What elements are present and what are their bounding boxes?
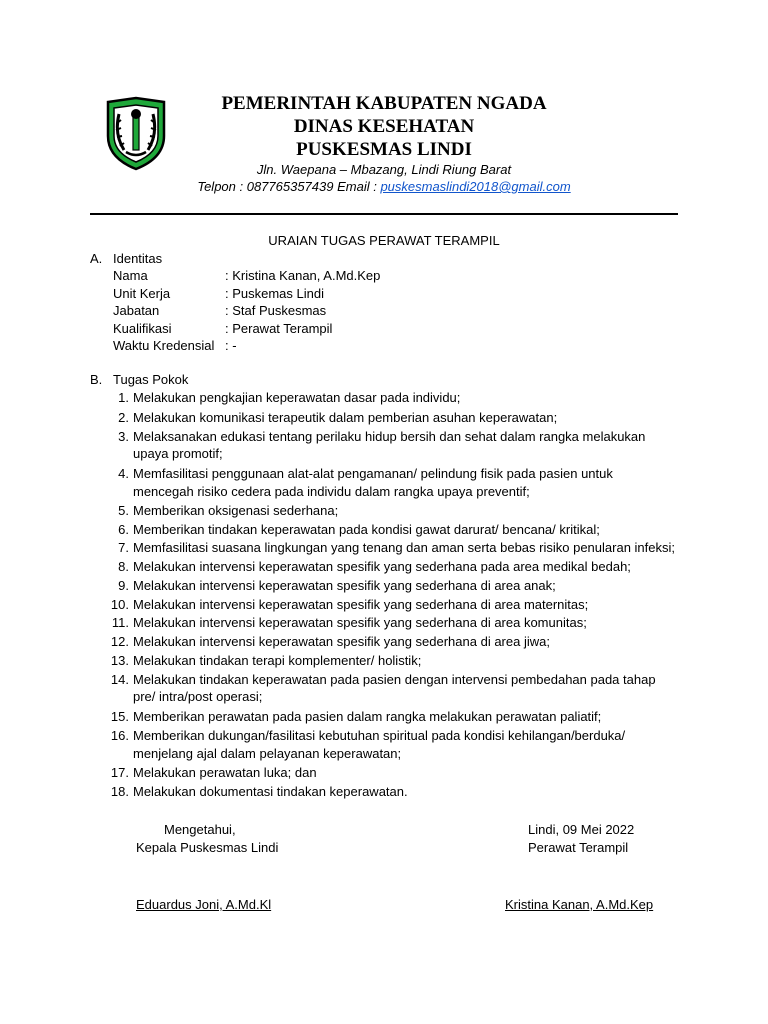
task-number: 12. xyxy=(110,634,129,649)
task-text-continued: menjelang ajal dalam pelayanan keperawatan; xyxy=(133,746,402,761)
section-b-heading: Tugas Pokok xyxy=(113,372,189,387)
contact-phone: Telpon : 087765357439 Email : xyxy=(197,179,381,194)
identity-label: Waktu Kredensial xyxy=(113,338,215,353)
task-text-continued: mencegah risiko cedera pada individu dalam rangka upaya preventif; xyxy=(133,484,530,499)
identity-value: : - xyxy=(225,338,237,353)
identity-label: Nama xyxy=(113,268,148,283)
task-text: Memberikan perawatan pada pasien dalam rangka melakukan perawatan paliatif; xyxy=(133,709,602,724)
identity-label: Jabatan xyxy=(113,303,160,318)
header-clinic: PUSKESMAS LINDI xyxy=(296,139,472,160)
task-text: Melakukan intervensi keperawatan spesifik yang sederhana pada area medikal bedah; xyxy=(133,559,631,574)
task-number: 16. xyxy=(110,728,129,743)
nurse-title: Perawat Terampil xyxy=(528,840,629,855)
task-number: 10. xyxy=(110,597,129,612)
place-date: Lindi, 09 Mei 2022 xyxy=(528,822,635,837)
task-number: 9. xyxy=(118,578,129,593)
section-a-letter: A. xyxy=(90,251,103,266)
task-text: Melakukan komunikasi terapeutik dalam pemberian asuhan keperawatan; xyxy=(133,410,558,425)
task-text: Melakukan perawatan luka; dan xyxy=(133,765,317,780)
task-number: 7. xyxy=(118,540,129,555)
task-text-continued: upaya promotif; xyxy=(133,446,223,461)
task-number: 18. xyxy=(110,784,129,799)
task-text-continued: pre/ intra/post operasi; xyxy=(133,689,263,704)
nurse-signatory-name: Kristina Kanan, A.Md.Kep xyxy=(505,897,654,912)
task-number: 14. xyxy=(110,672,129,687)
section-b-letter: B. xyxy=(90,372,103,387)
header-department: DINAS KESEHATAN xyxy=(293,116,475,137)
task-text: Memfasilitasi suasana lingkungan yang tenang dan aman serta bebas risiko penularan infeksi; xyxy=(133,540,675,555)
task-text: Melakukan pengkajian keperawatan dasar pada individu; xyxy=(133,390,461,405)
task-text: Melakukan tindakan terapi komplementer/ holistik; xyxy=(133,653,422,668)
task-number: 3. xyxy=(118,429,129,444)
task-text: Memberikan dukungan/fasilitasi kebutuhan spiritual pada kondisi kehilangan/berduka/ xyxy=(133,728,626,743)
task-text: Melakukan intervensi keperawatan spesifik yang sederhana di area komunitas; xyxy=(133,615,587,630)
task-number: 8. xyxy=(118,559,129,574)
task-text: Melakukan intervensi keperawatan spesifik yang sederhana di area jiwa; xyxy=(133,634,550,649)
task-number: 17. xyxy=(110,765,129,780)
head-title: Kepala Puskesmas Lindi xyxy=(136,840,279,855)
task-text: Melaksanakan edukasi tentang perilaku hidup bersih dan sehat dalam rangka melakukan xyxy=(133,429,646,444)
task-number: 2. xyxy=(118,410,129,425)
header-address: Jln. Waepana – Mbazang, Lindi Riung Barat xyxy=(256,162,512,177)
task-text: Melakukan dokumentasi tindakan keperawatan. xyxy=(133,784,408,799)
task-text: Melakukan intervensi keperawatan spesifik yang sederhana di area anak; xyxy=(133,578,556,593)
acknowledged-label: Mengetahui, xyxy=(164,822,236,837)
identity-label: Unit Kerja xyxy=(113,286,171,301)
header-contact xyxy=(0,179,768,194)
task-text: Melakukan tindakan keperawatan pada pasien dengan intervensi pembedahan pada tahap xyxy=(133,672,656,687)
task-text: Melakukan intervensi keperawatan spesifik yang sederhana di area maternitas; xyxy=(133,597,589,612)
task-number: 11. xyxy=(111,615,129,630)
identity-value: : Staf Puskesmas xyxy=(225,303,327,318)
identity-value: : Kristina Kanan, A.Md.Kep xyxy=(225,268,381,283)
task-text: Memfasilitasi penggunaan alat-alat pengamanan/ pelindung fisik pada pasien untuk xyxy=(133,466,613,481)
identity-value: : Puskemas Lindi xyxy=(225,286,324,301)
task-number: 5. xyxy=(118,503,129,518)
head-signatory-name: Eduardus Joni, A.Md.Kl xyxy=(136,897,272,912)
header-divider xyxy=(90,213,678,215)
header-government: PEMERINTAH KABUPATEN NGADA xyxy=(221,93,547,114)
section-a-heading: Identitas xyxy=(113,251,163,266)
document-title: URAIAN TUGAS PERAWAT TERAMPIL xyxy=(268,233,500,248)
task-number: 6. xyxy=(118,522,129,537)
identity-label: Kualifikasi xyxy=(113,321,172,336)
task-text: Memberikan tindakan keperawatan pada kondisi gawat darurat/ bencana/ kritikal; xyxy=(133,522,600,537)
task-number: 1. xyxy=(118,390,129,405)
task-number: 13. xyxy=(110,653,129,668)
email-link[interactable]: puskesmaslindi2018@gmail.com xyxy=(380,179,571,194)
task-text: Memberikan oksigenasi sederhana; xyxy=(133,503,339,518)
task-number: 15. xyxy=(110,709,129,724)
task-number: 4. xyxy=(118,466,129,481)
identity-value: : Perawat Terampil xyxy=(225,321,333,336)
